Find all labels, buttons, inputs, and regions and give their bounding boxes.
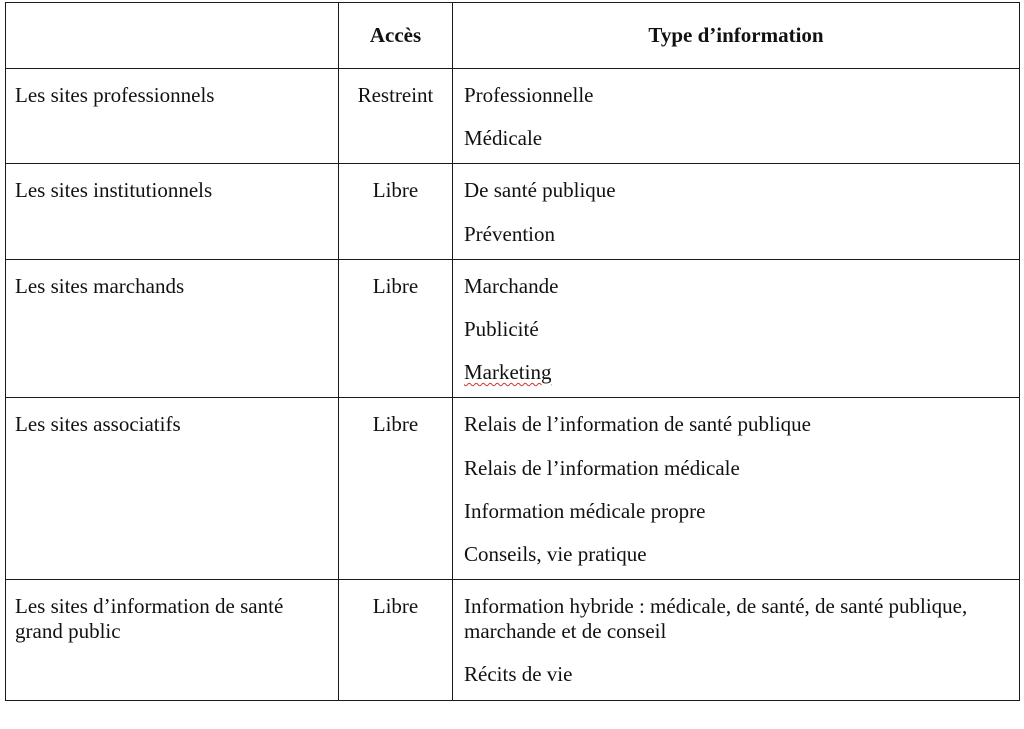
type-item: Récits de vie	[464, 662, 573, 687]
type-item: Relais de l’information médicale	[464, 455, 740, 480]
table-row	[6, 259, 1020, 398]
site-category-cell: Les sites professionnels	[6, 69, 339, 164]
type-item: Information médicale propre	[464, 498, 706, 523]
site-category-cell: Les sites institutionnels	[6, 164, 339, 259]
acces-cell: Libre	[339, 398, 453, 580]
site-category-cell: Les sites d’information de santé grand public	[6, 580, 339, 701]
type-item: Publicité	[464, 316, 539, 341]
header-acces: Accès	[339, 3, 453, 69]
type-item-misspelled: Marketing	[464, 360, 552, 385]
table-row	[6, 398, 1020, 580]
type-information-cell	[453, 398, 1020, 580]
type-item: Relais de l’information de santé publique	[464, 412, 811, 437]
type-information-cell	[453, 580, 1020, 701]
site-category-cell: Les sites marchands	[6, 259, 339, 398]
type-information-cell	[453, 69, 1020, 164]
type-item: Médicale	[464, 126, 543, 151]
acces-cell: Libre	[339, 580, 453, 701]
type-item: De santé publique	[464, 178, 616, 203]
type-item: Marchande	[464, 273, 559, 298]
acces-cell: Libre	[339, 259, 453, 398]
acces-cell: Libre	[339, 164, 453, 259]
header-type-information: Type d’information	[453, 3, 1020, 69]
header-row	[6, 3, 1020, 69]
acces-cell: Restreint	[339, 69, 453, 164]
site-types-table	[5, 2, 1020, 701]
type-information-cell	[453, 164, 1020, 259]
type-item: Conseils, vie pratique	[464, 541, 647, 566]
site-category-cell: Les sites associatifs	[6, 398, 339, 580]
type-item: Information hybride : médicale, de santé, de santé publique, marchande et de conseil	[464, 594, 968, 644]
type-item: Prévention	[464, 221, 555, 246]
type-information-cell	[453, 259, 1020, 398]
table-row	[6, 164, 1020, 259]
table-row	[6, 69, 1020, 164]
table-row	[6, 580, 1020, 701]
header-site-category	[6, 3, 339, 69]
type-item: Professionnelle	[464, 83, 594, 107]
